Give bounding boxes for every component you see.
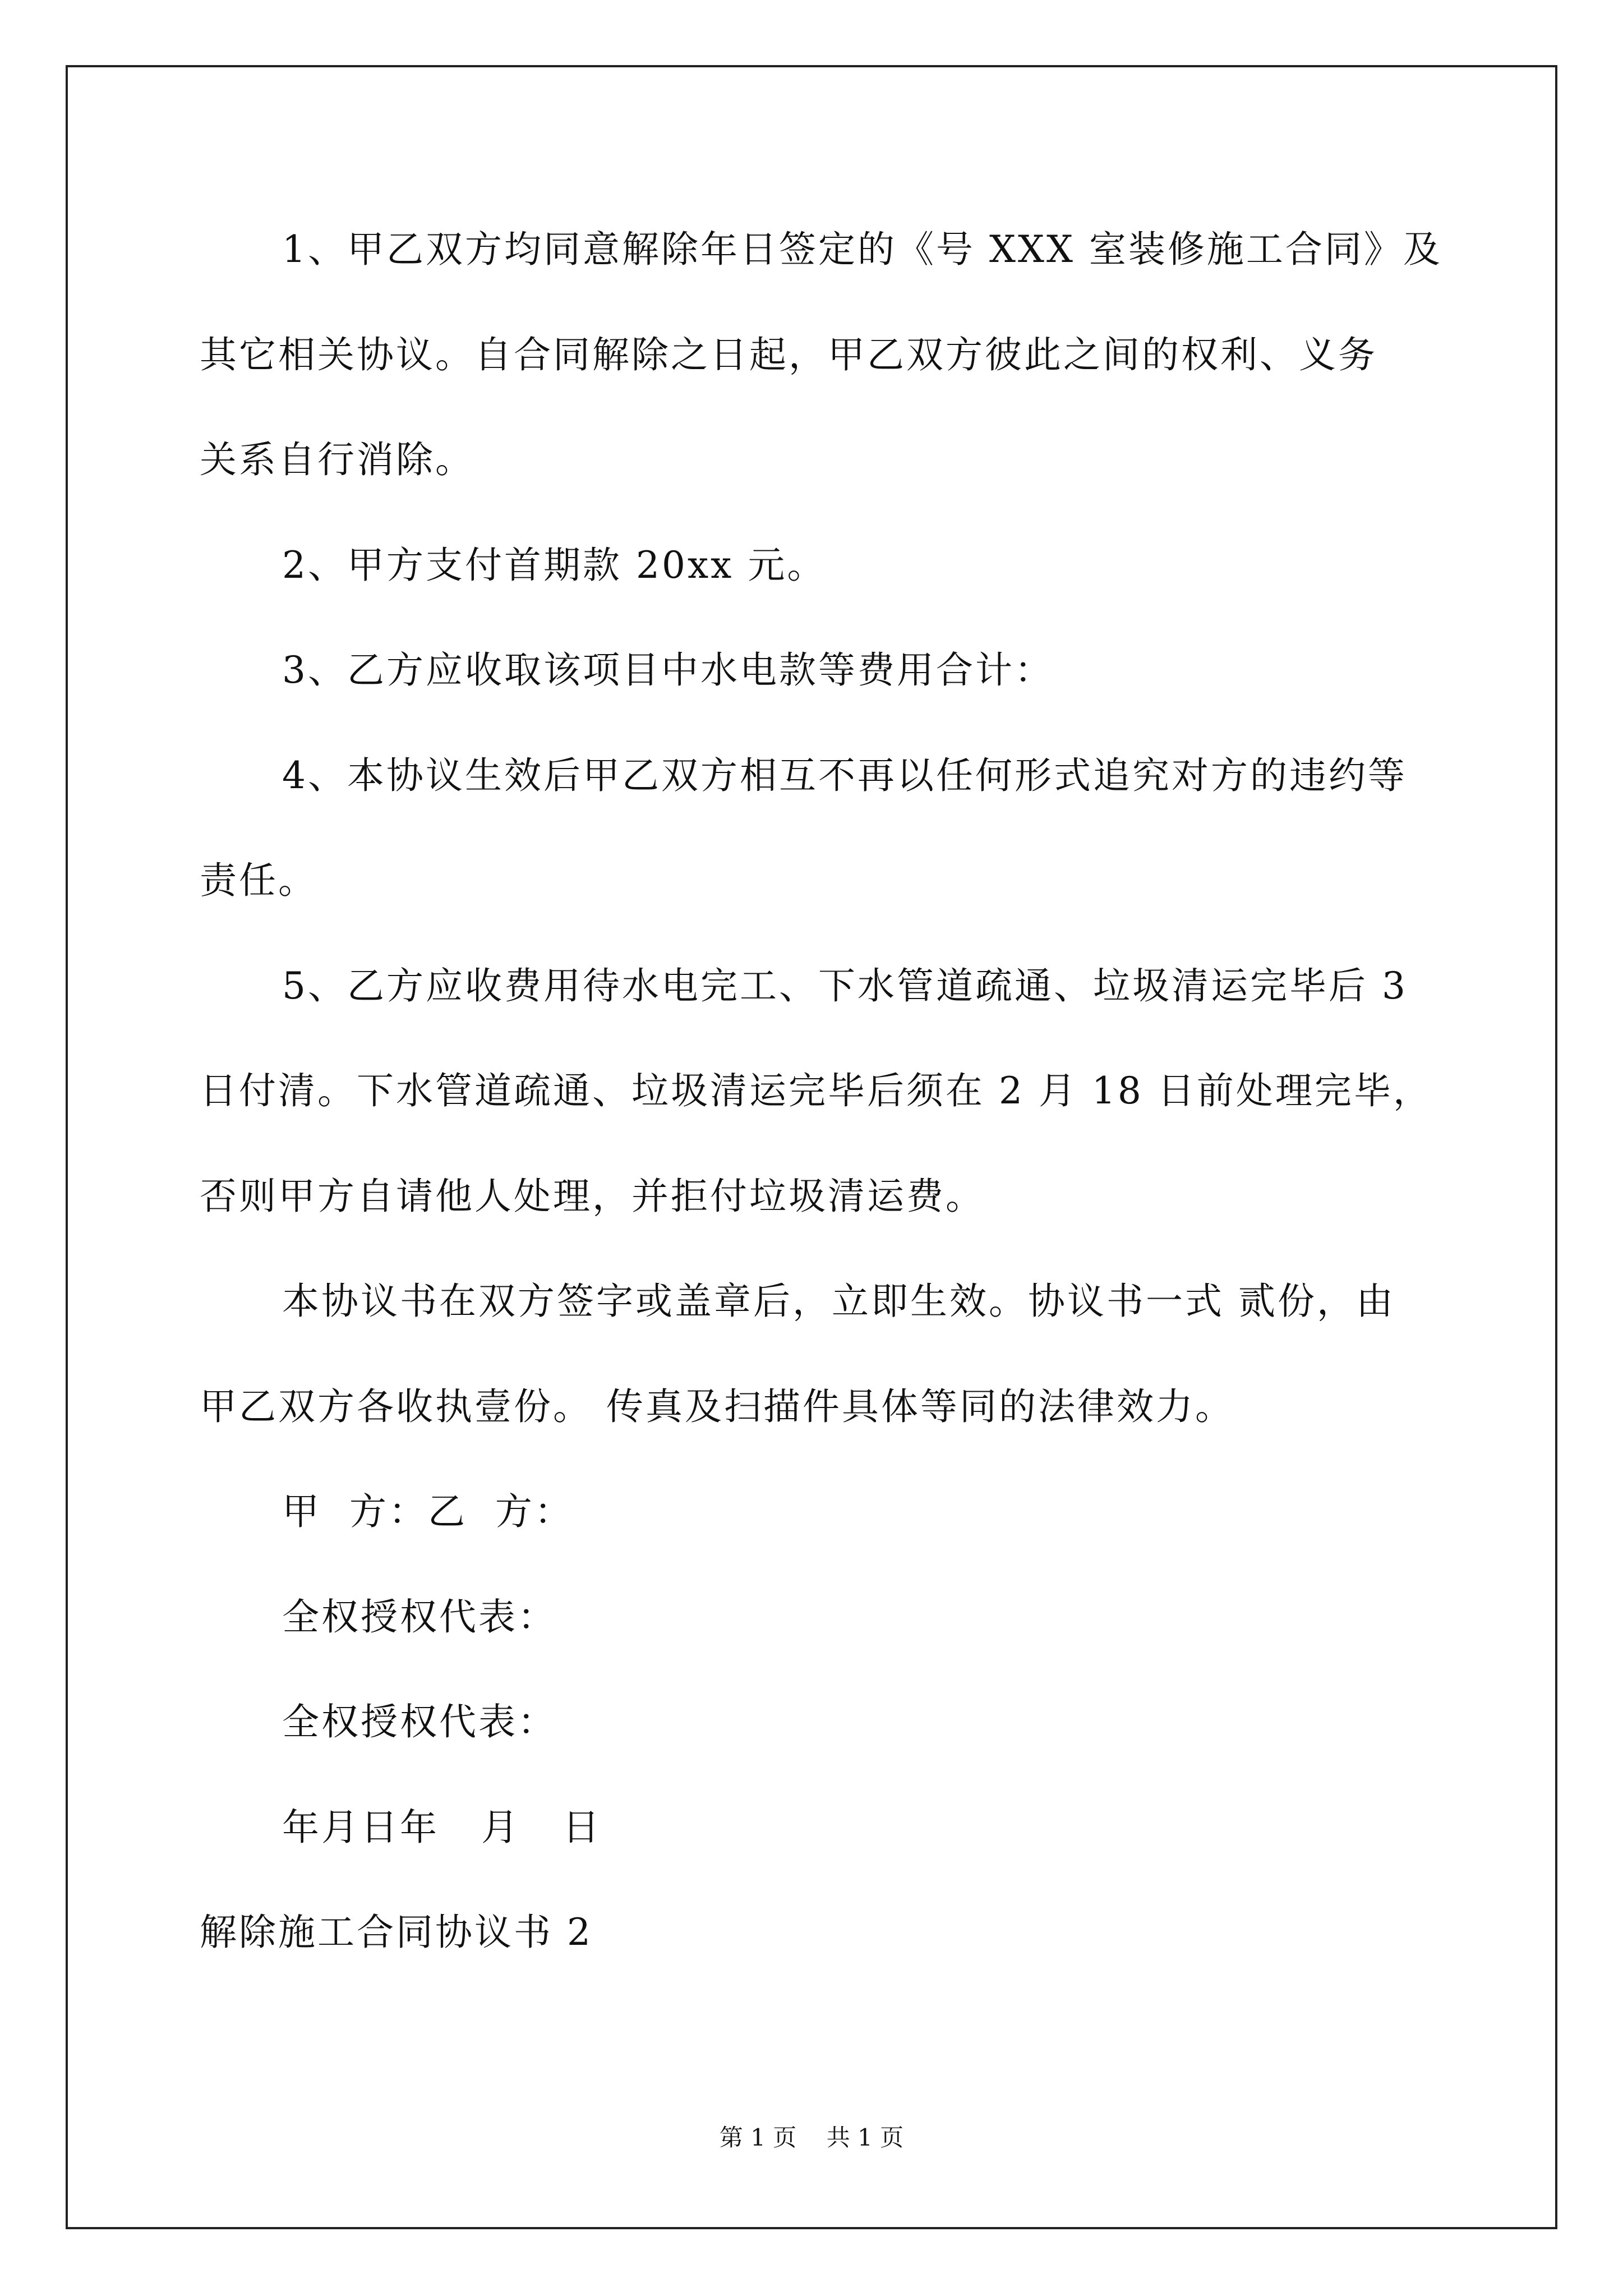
- signature-representative-2: 全权授权代表：: [282, 1700, 557, 1743]
- paragraph-1-line-1: 1、甲乙双方均同意解除年日签定的《号 XXX 室装修施工合同》及: [282, 228, 1442, 271]
- paragraph-4-line-1: 4、本协议生效后甲乙双方相互不再以任何形式追究对方的违约等: [282, 754, 1407, 797]
- page-border: [66, 65, 1557, 2229]
- signature-parties: 甲 方：乙 方：: [282, 1490, 574, 1533]
- paragraph-1-line-2: 其它相关协议。自合同解除之日起，甲乙双方彼此之间的权利、义务: [200, 333, 1377, 376]
- paragraph-5-line-2: 日付清。下水管道疏通、垃圾清运完毕后须在 2 月 18 日前处理完毕，: [200, 1069, 1432, 1112]
- signature-representative-1: 全权授权代表：: [282, 1595, 557, 1639]
- paragraph-5-line-1: 5、乙方应收费用待水电完工、下水管道疏通、垃圾清运完毕后 3: [282, 964, 1408, 1007]
- paragraph-3-line-1: 3、乙方应收取该项目中水电款等费用合计：: [282, 648, 1054, 692]
- page-number-footer: 第 1 页 共 1 页: [719, 2124, 904, 2151]
- signature-date: 年月日年 月 日: [282, 1806, 602, 1849]
- paragraph-2-line-1: 2、甲方支付首期款 20xx 元。: [282, 544, 827, 587]
- paragraph-6-line-1: 本协议书在双方签字或盖章后，立即生效。协议书一式 贰份，由: [282, 1280, 1395, 1323]
- paragraph-5-line-3: 否则甲方自请他人处理，并拒付垃圾清运费。: [200, 1175, 985, 1218]
- next-section-title: 解除施工合同协议书 2: [200, 1911, 593, 1954]
- paragraph-4-line-2: 责任。: [200, 859, 317, 902]
- paragraph-1-line-3: 关系自行消除。: [200, 438, 474, 481]
- paragraph-6-line-2: 甲乙双方各收执壹份。 传真及扫描件具体等同的法律效力。: [200, 1385, 1234, 1428]
